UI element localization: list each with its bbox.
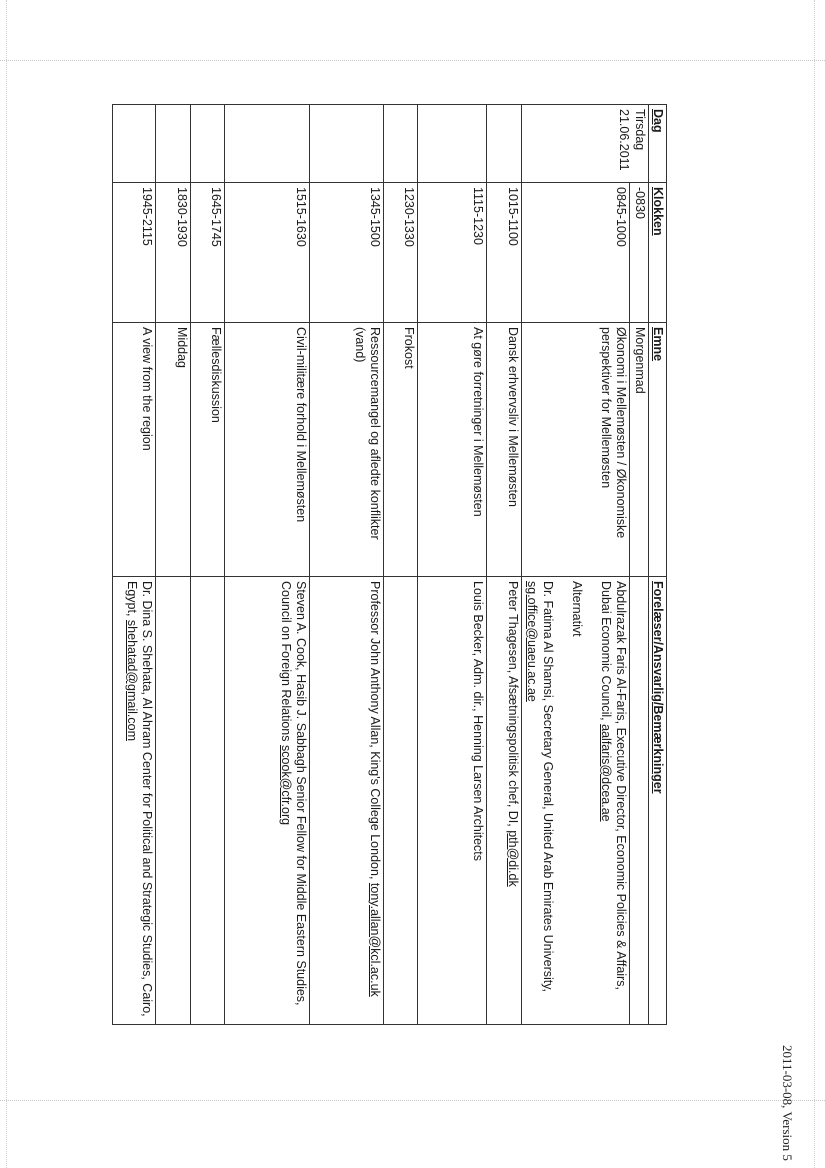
- table-row: [384, 105, 418, 1025]
- time-cell: 1515-1630: [225, 183, 310, 323]
- column-header-speaker: Forelæser/Ansvarlig/Bemærkninger: [648, 577, 666, 1025]
- table-row: [191, 105, 225, 1025]
- table-row: [310, 105, 384, 1025]
- column-header-topic: Emne: [648, 323, 666, 577]
- day-cell: [191, 105, 225, 183]
- speaker-cell: [310, 577, 384, 1025]
- email-link[interactable]: sg.office@uaeu.ac.ae: [525, 581, 540, 702]
- topic-cell: At gøre forretninger i Mellemøsten: [418, 323, 487, 577]
- column-header-time: Klokken: [648, 183, 666, 323]
- email-link[interactable]: aalfaris@dcea.ae: [599, 724, 614, 822]
- time-cell: 1830-1930: [156, 183, 191, 323]
- table-row: [225, 105, 310, 1025]
- speaker-cell: [418, 577, 487, 1025]
- day-cell: [522, 105, 648, 183]
- time-cell: 1345-1500: [310, 183, 384, 323]
- time-cell: 0845-1000: [522, 183, 630, 323]
- email-link[interactable]: tony.allan@kcl.ac.uk: [368, 882, 383, 997]
- day-cell: [487, 105, 522, 183]
- rotated-page-content: [113, 104, 668, 1024]
- email-link[interactable]: scook@cfr.org: [279, 745, 294, 826]
- speaker-cell: [522, 577, 630, 1025]
- time-cell: 1230-1330: [384, 183, 418, 323]
- table-row: [113, 105, 156, 1025]
- day-cell: [225, 105, 310, 183]
- speaker-text: Abdulrazak Faris Al-Faris, Executive Director, Economic Policies & Affairs, Dubai Economic Council,: [599, 581, 629, 990]
- page-border-right: [814, 0, 815, 1168]
- speaker-cell: [384, 577, 418, 1025]
- speaker-text: Professor John Anthony Allan, King's College London,: [368, 581, 383, 880]
- topic-cell: Middag: [156, 323, 191, 577]
- speaker-text: Louis Becker, Adm. dir., Henning Larsen Architects: [471, 581, 486, 862]
- time-cell: 1015-1100: [487, 183, 522, 323]
- topic-cell: Morgenmad: [630, 323, 648, 577]
- day-date: 21.06.2011: [617, 109, 632, 171]
- table-header-row: [648, 105, 666, 1025]
- version-stamp: 2011-03-08, Version 5: [780, 1045, 795, 1161]
- table-row: [418, 105, 487, 1025]
- topic-cell: Ressourcemangel og afledte konflikter (vand): [310, 323, 384, 577]
- speaker-cell: [156, 577, 191, 1025]
- time-cell: -0830: [630, 183, 648, 323]
- day-cell: [310, 105, 384, 183]
- speaker-cell: [487, 577, 522, 1025]
- speaker-cell: [225, 577, 310, 1025]
- day-cell: [418, 105, 487, 183]
- alternative-speaker-block: [524, 581, 555, 1020]
- day-cell: [113, 105, 156, 183]
- speaker-cell: [191, 577, 225, 1025]
- page-border-left: [6, 0, 7, 1168]
- speaker-cell: [113, 577, 156, 1025]
- speaker-cell: [630, 577, 648, 1025]
- schedule-table: [113, 104, 668, 1025]
- day-cell: [156, 105, 191, 183]
- topic-cell: Civil-militære forhold i Mellemøsten: [225, 323, 310, 577]
- alternative-speaker-text: Dr. Fatima Al Shamsi, Secretary General, United Arab Emirates University,: [540, 581, 555, 993]
- speaker-text: Steven A. Cook, Hasib J. Sabbagh Senior Fellow for Middle Eastern Studies, Council on Foreign Relations: [279, 581, 309, 1006]
- table-row: [487, 105, 522, 1025]
- page-border-top: [0, 60, 825, 61]
- topic-cell: Fællesdiskussion: [191, 323, 225, 577]
- time-cell: 1945-2115: [113, 183, 156, 323]
- column-header-day: Dag: [648, 105, 666, 183]
- email-link[interactable]: pth@di.dk: [506, 830, 521, 887]
- speaker-text: Dr. Dina S. Shehata, Al Ahram Center for Political and Strategic Studies, Cairo, Egypt,: [125, 581, 155, 1017]
- page-border-bottom: [0, 1100, 825, 1101]
- table-row: [522, 105, 630, 1025]
- topic-cell: Frokost: [384, 323, 418, 577]
- table-row: [630, 105, 648, 1025]
- speaker-text: Peter Thagesen, Afsætningspolitisk chef, DI,: [506, 581, 521, 827]
- email-link[interactable]: shehatad@gmail.com: [125, 619, 140, 742]
- table-row: [156, 105, 191, 1025]
- topic-cell: Dansk erhvervsliv i Mellemøsten: [487, 323, 522, 577]
- topic-cell: A view from the region: [113, 323, 156, 577]
- time-cell: 1645-1745: [191, 183, 225, 323]
- day-name: Tirsdag: [632, 109, 647, 151]
- alternative-label: Alternativt: [570, 581, 584, 637]
- time-cell: 1115-1230: [418, 183, 487, 323]
- topic-cell: Økonomi i Mellemøsten / Økonomiske perspektiver for Mellemøsten: [522, 323, 630, 577]
- day-cell: [384, 105, 418, 183]
